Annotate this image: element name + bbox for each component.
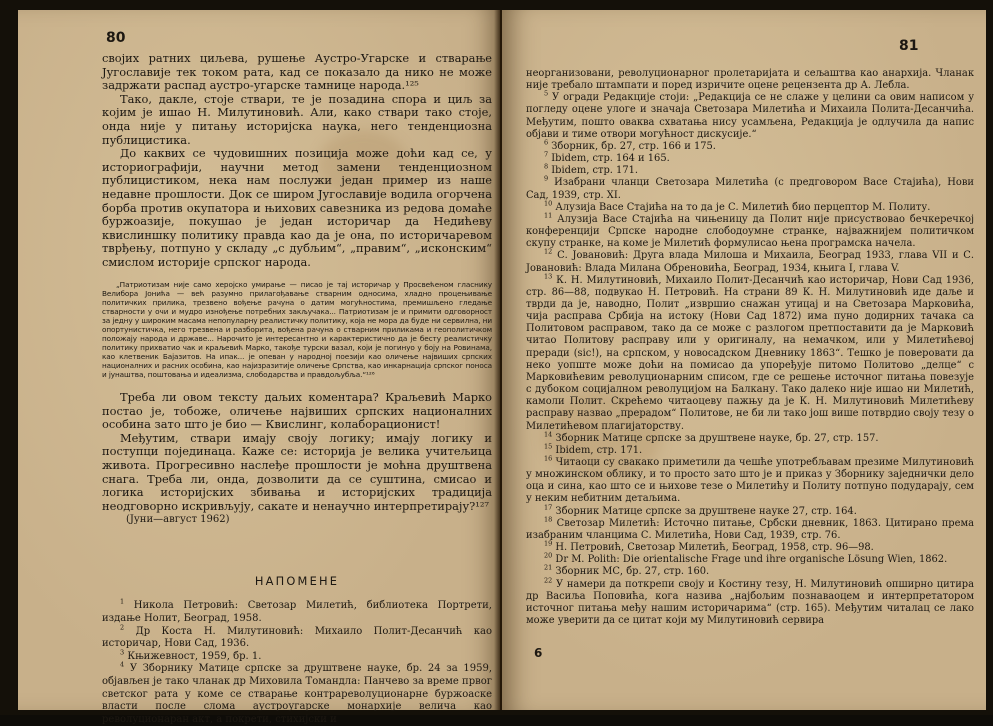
footnote-number: 6 xyxy=(544,138,549,147)
footnote-text: Алузија Васе Стајића на то да је С. Милетић био перцептор М. Политу. xyxy=(555,201,931,213)
left-notes xyxy=(102,600,492,726)
footnote xyxy=(526,551,974,566)
footnote-text: У Зборнику Матице српске за друштвене науке, бр. 24 за 1959, објављен је такo чланак др Миховила Томандла: Панчево за време првог светског рата у коме се стварање контрареволуционарне буржоаске власти после слома аустроугарске монархије велича као револуционаран акт, а покрети, стихијски и xyxy=(102,663,492,725)
footnote xyxy=(526,211,975,250)
footnote-text: У огради Редакције стоји: „Редакција се не слаже у целини са овим написом у погледу оцене улоге и значаја Светозара Милетића и Михаила Полита-Десанчића. Међутим, пошто оваква схватања нису усамљена, Редакција је одлучила да напис објави и тиме отвори могућност дискусије.“ xyxy=(526,92,975,140)
footnote-text: Алузија Васе Стајића на чињеницу да Полит није присуствовао бечкеречкој конференцији Српске народне слободоумне странке, најважнијем политичком скупу странке, на коме је Милетић формулисао њена програмска начела. xyxy=(526,213,975,250)
footnote-text: Изабрани чланци Светозара Милетића (с предговором Васе Стајића), Нови Сад, 1939, стр. XI. xyxy=(526,177,974,201)
footnote-text: К. Н. Милутиновић, Михаило Полит-Десанчић као историчар, Нови Сад 1936, стр. 86—88, подвукао Н. Петровић. На страни 89 К. Н. Милутиновић иде даље и тврди да је, наводно, Полит „извршио снажан утицај и на Светозара Марковића, чија расправа Србија на истоку (Нови Сад 1872) има пуно додирних тачака са Политовом расправом, тако да се може с разлогом претпоставити да је Марковић читао Политову расправу или у оригиналу, на немачком, или у Милетићевој преради (sic!), на српском, у новосадском Дневнику 1863“. Тешко је поверовати да неко уопште може доћи на помисао да упоређује питомо Политово „делце“ с Марковићевим револуционарним списом, где се решење источног питања повезује с дубоком социјалном револуцијом на Балкану. Тако далеко није ишао ни Милетић, камоли Полит. Скрећемо читаоцеву пажњу да је К. Н. Милутиновић Милетићеву расправу назвао „прерадом“ Политове, не би ли тако још више потврдио своју тезу о Милетићевом плагијаторству. xyxy=(526,274,974,432)
block-quote: „Патриотизам није само херојско умирање — писао је тај историчар у Просвећеном гласнику Велибора Јонића — већ разумно прилагођавање стварним односима, хладно процењивање политичких прилика, трезвено вођење рачуна о датим могућностима, премишљено гледање стварности у очи и мудро изнођење потребних закључака... Патриотизам је и примити одговорност за једну у широким масама непопуларну реалистичку политику, која не мора да буде ни сервилна, ни опортунистичка, него трезвена и разборита, вођена рачуна о стварним приликама и геополитичком положају народа и државе... Нарочито је интересантно и карактеристично да је бесту реалистичку политику прихватио чак и краљевић Марко, такође турски вазал, који је погинуо у боју на Ровинама, као клетвеник Бајазитов. На ипак... је опеван у народној поезији као оличење највиших српских националних и расних особина, као најизразитије оличење Српства, као инкарнација српског поноса и јунаштва, поштовања и идеализма, слободарства и правдољубља.“¹²⁶ xyxy=(102,279,492,379)
footnote-text: Н. Петровић, Светозар Милетић, Београд, 1958, стр. 96—98. xyxy=(555,542,874,554)
footnote xyxy=(526,92,974,141)
body-paragraph: Тако, дакле, стоје ствари, те је позадина спора и циљ за којим је ишао Н. Милутиновић. Али, како ствари тако стоје, онда није у питању историјска наука, него тенденциозна публицистика. xyxy=(102,91,492,147)
footnote-number: 10 xyxy=(544,199,553,208)
footnote-number: 12 xyxy=(544,248,553,257)
body-paragraph: Међутим, ствари имају своју логику; имају логику и поступци појединаца. Каже се: историја је велика учитељица живота. Прогресивно наслеђе прошлости је моћна друштвена снага. Треба ли, онда, дозволити да се суштина, смисао и логика историјских збивања и историјских традиција неодговорно искривљују, сакате и ненаучно интерпретирају?¹²⁷ xyxy=(102,430,492,513)
footnote-number: 19 xyxy=(544,539,553,548)
footnote-text: У намери да поткрепи своју и Костину тезу, Н. Милутиновић опширно цитира др Васиља Поповића, кога назива „најбољим познаваоцем и интерпретатором источног питања међу нашим историчарима“ (стр. 165). Међутим читалац се лако може уверити да се цитат који му Милутиновић сервира xyxy=(526,578,974,627)
footnote-number: 3 xyxy=(120,648,125,657)
footnote-number: 15 xyxy=(544,442,553,451)
footnote xyxy=(526,150,974,165)
footnote xyxy=(526,430,974,445)
footnote-number: 9 xyxy=(544,175,549,184)
footnote-text: Dr M. Polith: Die orientalische Frage und ihre organische Lösung Wien, 1862. xyxy=(555,554,948,566)
footnote-number: 22 xyxy=(544,576,553,585)
page-number-left: 80 xyxy=(106,30,126,46)
right-page xyxy=(502,10,986,710)
footnote xyxy=(526,272,974,433)
footnote-number: 11 xyxy=(544,211,553,220)
footnote-text: Зборник Матице српске за друштвене науке 27, стр. 164. xyxy=(555,505,857,517)
footnote-number: 21 xyxy=(544,564,553,573)
footnote xyxy=(526,503,974,518)
footnote-text: Др Коста Н. Милутиновић: Михаило Полит-Десанчић као историчар, Нови Сад, 1936. xyxy=(102,625,492,650)
footnote xyxy=(526,68,974,92)
left-column xyxy=(102,52,492,726)
footnote-text: неорганизовани, револуционарног пролетаријата и сељаштва као анархија. Чланак није требало штампати и поред изричите оцене рецензента др А. Лебла. xyxy=(526,68,974,92)
footnote-text: Читаоци су свакако приметили да чешће употребљавам презиме Милутиновић у множинском облику, и то просто зато што је и приказ у Зборнику заједнички дело оца и сина, као што се и њихове тезе о Милетићу и Политу потпуно подударају, сем у неким небитним детаљима. xyxy=(526,457,974,505)
footnote-text: Књижевност, 1959, бр. 1. xyxy=(127,650,262,662)
footnote xyxy=(526,566,974,578)
body-paragraph: До каквих се чудовишних позиција може доћи кад се, у историографији, научни метод замени тенденциозном публицистиком, нека нам послужи један пример из наше недавне прошлости. Док се широм Југославије водила огорчена борба против окупатора и њихових савезника из редова домаће буржоазије, покушао је један историчар да Недићеву квислиншку политику правда као да је она, по историчаревом тврђењу, потпуно у складу „с дубљим“, „правим“, „исконским“ смислом историје српског народа. xyxy=(102,146,492,269)
footnote xyxy=(526,454,974,506)
right-notes xyxy=(526,68,974,627)
footnote-number: 17 xyxy=(544,503,553,512)
footnote-text: Никола Петровић: Светозар Милетић, библиотека Портрети, издање Нолит, Београд, 1958. xyxy=(102,600,492,624)
date-line: (Јуни—август 1962) xyxy=(126,514,230,526)
footnote xyxy=(526,515,975,542)
footnote xyxy=(526,177,974,201)
footnote-number: 14 xyxy=(544,430,553,439)
signature-mark: 6 xyxy=(534,646,543,660)
footnote-number: 16 xyxy=(544,454,553,463)
footnote xyxy=(102,648,492,664)
footnote-text: Светозар Милетић: Источно питање, Србски дневник, 1863. Цитирано према изабраним чланцима С. Милетића, Нови Сад, 1939, стр. 76. xyxy=(526,517,975,541)
left-page xyxy=(18,10,500,725)
footnote-text: Зборник, бр. 27, стр. 166 и 175. xyxy=(551,140,716,152)
footnote-text: Зборник МС, бр. 27, стр. 160. xyxy=(555,566,710,578)
right-column xyxy=(526,68,974,627)
footnote xyxy=(526,576,974,628)
footnote-number: 1 xyxy=(120,598,125,607)
footnote xyxy=(102,623,492,651)
footnote-number: 7 xyxy=(544,150,549,159)
footnote-number: 4 xyxy=(120,661,125,669)
footnote-text: Зборник Матице српске за друштвене науке, бр. 27, стр. 157. xyxy=(555,432,879,444)
body-paragraph: својих ратних циљева, рушење Аустро-Угарске и стварање Југославије тек током рата, кад се показало да нико не може задржати распад аустро-угарске тамнице народа.¹²⁵ xyxy=(102,51,492,93)
body-paragraph: Треба ли овом тексту даљих коментара? Краљевић Марко постао је, тобоже, оличење највиших српских националних особина зато што је био — Квислинг, колаборационист! xyxy=(102,390,492,432)
footnote xyxy=(526,442,974,457)
footnote-number: 5 xyxy=(544,90,549,99)
footnote xyxy=(526,138,974,153)
page-number-right: 81 xyxy=(899,38,919,54)
notes-heading: НАПОМЕНЕ xyxy=(254,574,340,589)
footnote xyxy=(526,539,974,554)
footnote-number: 20 xyxy=(544,551,553,560)
footnote xyxy=(102,600,492,625)
footnote xyxy=(102,663,492,726)
footnote-text: Ibidem, стр. 164 и 165. xyxy=(551,153,670,165)
footnote xyxy=(526,199,974,214)
footnote-text: Ibidem, стр. 171. xyxy=(555,444,643,456)
footnote-number: 18 xyxy=(544,515,553,524)
footnote-number: 13 xyxy=(544,272,553,281)
footnote-text: Ibidem, стр. 171. xyxy=(551,165,639,177)
footnote-number: 8 xyxy=(544,162,549,171)
footnote xyxy=(526,250,974,274)
footnote-number: 2 xyxy=(120,623,125,632)
footnote-text: С. Јовановић: Друга влада Милоша и Михаила, Београд 1933, глава VII и С. Јовановић: Влада Милана Обреновића, Београд, 1934, књига I, глава V. xyxy=(526,250,975,274)
footnote xyxy=(526,162,974,177)
